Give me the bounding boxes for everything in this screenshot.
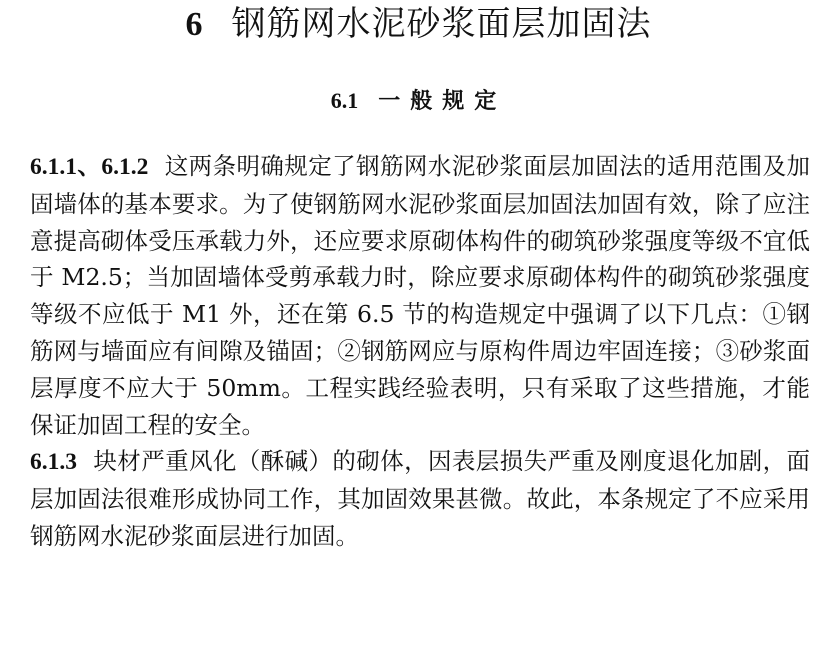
section-title-text: 一般规定: [378, 89, 507, 114]
paragraph-6-1-1: [30, 148, 810, 443]
chapter-number: 6: [185, 6, 204, 43]
body-text: [30, 148, 810, 555]
chapter-title: [0, 2, 837, 47]
paragraph-text: 这两条明确规定了钢筋网水泥砂浆面层加固法的适用范围及加固墙体的基本要求。为了使钢筋网水泥砂浆面层加固法加固有效，除了应注意提高砌体受压承载力外，还应要求原砌体构件的砌筑砂浆强度等级不宜低于 M2.5；当加固墙体受剪承载力时，除应要求原砌体构件的砌筑砂浆强度等级不应低于 M1 外，还在第 6.5 节的构造规定中强调了以下几点：①钢筋网与墙面应有间隙及锚固；②钢筋网应与原构件周边牢固连接；③砂浆面层厚度不应大于 50mm。工程实践经验表明，只有采取了这些措施，才能保证加固工程的安全。: [30, 152, 810, 439]
clause-number: 6.1.1、6.1.2: [30, 154, 149, 180]
paragraph-text: 块材严重风化（酥碱）的砌体，因表层损失严重及刚度退化加剧，面层加固法很难形成协同工作，其加固效果甚微。故此，本条规定了不应采用钢筋网水泥砂浆面层进行加固。: [30, 447, 810, 550]
section-title: [0, 86, 837, 117]
section-number: 6.1: [330, 88, 359, 113]
clause-number: 6.1.3: [30, 449, 77, 476]
chapter-title-text: 钢筋网水泥砂浆面层加固法: [231, 4, 652, 44]
paragraph-6-1-3: [30, 443, 810, 554]
